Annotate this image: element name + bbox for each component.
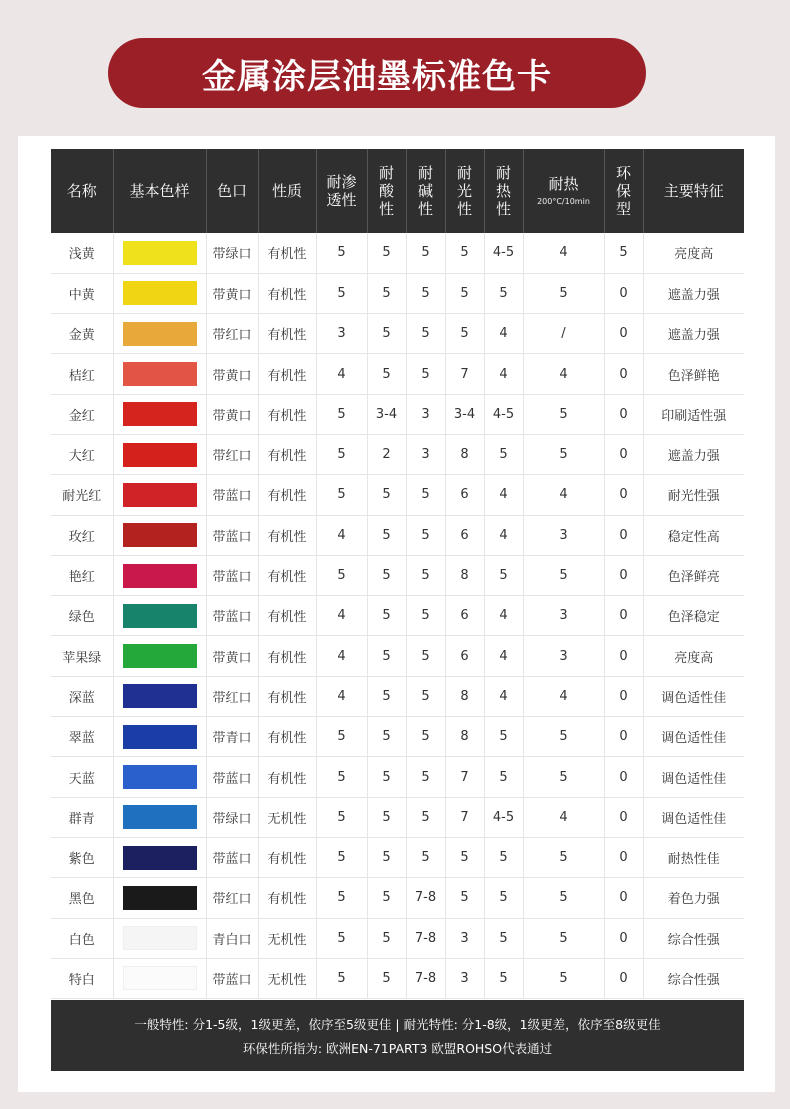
row-heat: 5 [523, 837, 604, 877]
row-eco: 5 [604, 233, 643, 273]
row-light: 8 [445, 434, 484, 474]
color-table [51, 149, 744, 999]
row-nature: 有机性 [258, 475, 316, 515]
row-swatch-cell [113, 676, 206, 716]
header-swatch: 基本色样 [113, 149, 206, 233]
row-light: 3-4 [445, 394, 484, 434]
table-row [51, 837, 744, 877]
row-heat-resist: 5 [484, 837, 523, 877]
table-row [51, 233, 744, 273]
row-alkali: 5 [406, 757, 445, 797]
row-eco: 0 [604, 555, 643, 595]
row-heat-resist: 4 [484, 515, 523, 555]
row-swatch-cell [113, 596, 206, 636]
row-eco: 0 [604, 918, 643, 958]
row-eco: 0 [604, 757, 643, 797]
color-swatch [123, 805, 197, 829]
row-name: 深蓝 [51, 676, 113, 716]
row-alkali: 3 [406, 394, 445, 434]
row-nature: 有机性 [258, 636, 316, 676]
table-row [51, 434, 744, 474]
row-heat-resist: 4 [484, 676, 523, 716]
row-eco: 0 [604, 596, 643, 636]
row-name: 金红 [51, 394, 113, 434]
footer-notes [51, 1000, 744, 1071]
row-feature: 调色适性佳 [643, 717, 744, 757]
row-name: 群青 [51, 797, 113, 837]
row-feature: 色泽稳定 [643, 596, 744, 636]
row-mouth: 带红口 [206, 434, 258, 474]
row-eco: 0 [604, 475, 643, 515]
row-mouth: 带红口 [206, 878, 258, 918]
row-name: 苹果绿 [51, 636, 113, 676]
row-name: 艳红 [51, 555, 113, 595]
table-row [51, 273, 744, 313]
row-alkali: 5 [406, 555, 445, 595]
row-acid: 5 [367, 958, 406, 998]
row-acid: 3-4 [367, 394, 406, 434]
row-penetration: 5 [316, 394, 367, 434]
table-row [51, 354, 744, 394]
row-mouth: 带青口 [206, 717, 258, 757]
row-swatch-cell [113, 757, 206, 797]
row-heat: / [523, 314, 604, 354]
row-light: 7 [445, 354, 484, 394]
row-swatch-cell [113, 434, 206, 474]
row-alkali: 5 [406, 354, 445, 394]
row-heat: 5 [523, 555, 604, 595]
row-mouth: 带绿口 [206, 797, 258, 837]
row-heat-resist: 5 [484, 434, 523, 474]
row-light: 6 [445, 475, 484, 515]
header-heat-sub: 200°C/10min [537, 197, 590, 207]
row-acid: 5 [367, 717, 406, 757]
row-heat-resist: 5 [484, 757, 523, 797]
row-heat-resist: 4 [484, 314, 523, 354]
row-swatch-cell [113, 515, 206, 555]
row-acid: 5 [367, 233, 406, 273]
row-light: 7 [445, 757, 484, 797]
row-name: 翠蓝 [51, 717, 113, 757]
row-nature: 有机性 [258, 757, 316, 797]
row-heat-resist: 5 [484, 918, 523, 958]
color-table-wrapper [51, 149, 744, 1071]
row-feature: 调色适性佳 [643, 757, 744, 797]
row-name: 白色 [51, 918, 113, 958]
page-title [108, 38, 646, 108]
color-swatch [123, 846, 197, 870]
row-acid: 5 [367, 918, 406, 958]
row-swatch-cell [113, 958, 206, 998]
row-feature: 色泽鲜亮 [643, 555, 744, 595]
row-mouth: 带黄口 [206, 354, 258, 394]
row-heat: 5 [523, 918, 604, 958]
row-name: 特白 [51, 958, 113, 998]
header-alkali: 耐 碱 性 [406, 149, 445, 233]
row-mouth: 带绿口 [206, 233, 258, 273]
row-alkali: 7-8 [406, 958, 445, 998]
row-alkali: 5 [406, 717, 445, 757]
row-eco: 0 [604, 717, 643, 757]
row-heat-resist: 4-5 [484, 394, 523, 434]
row-light: 6 [445, 596, 484, 636]
row-light: 5 [445, 837, 484, 877]
row-mouth: 青白口 [206, 918, 258, 958]
row-heat: 3 [523, 515, 604, 555]
row-swatch-cell [113, 233, 206, 273]
row-eco: 0 [604, 314, 643, 354]
row-light: 5 [445, 233, 484, 273]
table-row [51, 797, 744, 837]
color-swatch [123, 886, 197, 910]
row-heat: 5 [523, 878, 604, 918]
table-row [51, 676, 744, 716]
row-swatch-cell [113, 636, 206, 676]
row-eco: 0 [604, 354, 643, 394]
row-penetration: 4 [316, 636, 367, 676]
row-swatch-cell [113, 717, 206, 757]
header-nature: 性质 [258, 149, 316, 233]
table-row [51, 394, 744, 434]
row-feature: 遮盖力强 [643, 273, 744, 313]
row-swatch-cell [113, 273, 206, 313]
row-nature: 无机性 [258, 797, 316, 837]
row-heat: 4 [523, 233, 604, 273]
row-eco: 0 [604, 837, 643, 877]
table-row [51, 596, 744, 636]
row-mouth: 带蓝口 [206, 958, 258, 998]
row-nature: 有机性 [258, 596, 316, 636]
color-swatch [123, 322, 197, 346]
row-eco: 0 [604, 958, 643, 998]
row-swatch-cell [113, 878, 206, 918]
row-swatch-cell [113, 797, 206, 837]
color-swatch [123, 966, 197, 990]
row-light: 5 [445, 878, 484, 918]
row-nature: 无机性 [258, 958, 316, 998]
row-penetration: 5 [316, 878, 367, 918]
row-alkali: 5 [406, 636, 445, 676]
row-name: 桔红 [51, 354, 113, 394]
header-feature: 主要特征 [643, 149, 744, 233]
row-swatch-cell [113, 394, 206, 434]
row-mouth: 带蓝口 [206, 596, 258, 636]
row-feature: 遮盖力强 [643, 434, 744, 474]
row-heat: 5 [523, 394, 604, 434]
color-swatch [123, 402, 197, 426]
row-penetration: 5 [316, 233, 367, 273]
row-swatch-cell [113, 354, 206, 394]
row-name: 绿色 [51, 596, 113, 636]
row-feature: 着色力强 [643, 878, 744, 918]
row-name: 紫色 [51, 837, 113, 877]
footer-line-1: 一般特性: 分1-5级，1级更差，依序至5级更佳 | 耐光特性: 分1-8级，1级更差，依序至8级更佳 [134, 1016, 661, 1032]
row-nature: 无机性 [258, 918, 316, 958]
row-light: 8 [445, 717, 484, 757]
table-body [51, 233, 744, 999]
row-light: 5 [445, 273, 484, 313]
color-swatch [123, 765, 197, 789]
row-alkali: 5 [406, 797, 445, 837]
table-header-row [51, 149, 744, 233]
row-light: 6 [445, 515, 484, 555]
row-light: 8 [445, 555, 484, 595]
row-penetration: 5 [316, 837, 367, 877]
row-heat: 4 [523, 475, 604, 515]
row-mouth: 带黄口 [206, 636, 258, 676]
row-feature: 遮盖力强 [643, 314, 744, 354]
row-acid: 5 [367, 475, 406, 515]
row-heat: 4 [523, 354, 604, 394]
row-feature: 稳定性高 [643, 515, 744, 555]
row-eco: 0 [604, 273, 643, 313]
row-mouth: 带红口 [206, 314, 258, 354]
row-nature: 有机性 [258, 354, 316, 394]
row-light: 3 [445, 958, 484, 998]
row-eco: 0 [604, 515, 643, 555]
row-heat: 3 [523, 596, 604, 636]
row-heat-resist: 4 [484, 596, 523, 636]
row-alkali: 5 [406, 676, 445, 716]
row-eco: 0 [604, 636, 643, 676]
row-eco: 0 [604, 394, 643, 434]
row-heat: 4 [523, 676, 604, 716]
row-nature: 有机性 [258, 837, 316, 877]
row-nature: 有机性 [258, 434, 316, 474]
row-feature: 调色适性佳 [643, 797, 744, 837]
row-feature: 耐光性强 [643, 475, 744, 515]
row-nature: 有机性 [258, 676, 316, 716]
color-swatch [123, 443, 197, 467]
row-penetration: 5 [316, 757, 367, 797]
row-nature: 有机性 [258, 717, 316, 757]
row-heat: 5 [523, 273, 604, 313]
table-row [51, 757, 744, 797]
row-penetration: 5 [316, 918, 367, 958]
row-heat: 3 [523, 636, 604, 676]
header-acid: 耐 酸 性 [367, 149, 406, 233]
row-swatch-cell [113, 475, 206, 515]
row-heat: 5 [523, 757, 604, 797]
row-feature: 调色适性佳 [643, 676, 744, 716]
row-alkali: 5 [406, 273, 445, 313]
row-heat-resist: 4 [484, 354, 523, 394]
table-row [51, 878, 744, 918]
table-row [51, 475, 744, 515]
row-eco: 0 [604, 878, 643, 918]
row-penetration: 5 [316, 434, 367, 474]
row-eco: 0 [604, 676, 643, 716]
row-light: 6 [445, 636, 484, 676]
row-mouth: 带蓝口 [206, 555, 258, 595]
color-swatch [123, 564, 197, 588]
table-row [51, 636, 744, 676]
row-swatch-cell [113, 314, 206, 354]
row-mouth: 带红口 [206, 676, 258, 716]
row-swatch-cell [113, 918, 206, 958]
row-acid: 5 [367, 314, 406, 354]
row-alkali: 5 [406, 515, 445, 555]
color-swatch [123, 725, 197, 749]
header-light: 耐 光 性 [445, 149, 484, 233]
row-nature: 有机性 [258, 314, 316, 354]
row-mouth: 带蓝口 [206, 837, 258, 877]
row-light: 5 [445, 314, 484, 354]
row-alkali: 5 [406, 596, 445, 636]
row-alkali: 3 [406, 434, 445, 474]
row-acid: 5 [367, 354, 406, 394]
row-feature: 亮度高 [643, 233, 744, 273]
row-nature: 有机性 [258, 273, 316, 313]
row-penetration: 4 [316, 354, 367, 394]
row-swatch-cell [113, 555, 206, 595]
row-acid: 5 [367, 878, 406, 918]
row-heat: 5 [523, 717, 604, 757]
row-penetration: 5 [316, 273, 367, 313]
row-acid: 5 [367, 797, 406, 837]
header-heat: 耐热 200°C/10min [523, 149, 604, 233]
row-feature: 综合性强 [643, 918, 744, 958]
row-light: 7 [445, 797, 484, 837]
row-name: 浅黄 [51, 233, 113, 273]
row-mouth: 带黄口 [206, 394, 258, 434]
row-feature: 亮度高 [643, 636, 744, 676]
row-nature: 有机性 [258, 233, 316, 273]
color-swatch [123, 483, 197, 507]
header-name: 名称 [51, 149, 113, 233]
row-heat: 5 [523, 434, 604, 474]
row-heat: 5 [523, 958, 604, 998]
row-name: 黑色 [51, 878, 113, 918]
row-penetration: 5 [316, 475, 367, 515]
header-eco: 环 保 型 [604, 149, 643, 233]
row-feature: 印刷适性强 [643, 394, 744, 434]
row-eco: 0 [604, 797, 643, 837]
header-mouth: 色口 [206, 149, 258, 233]
row-acid: 5 [367, 676, 406, 716]
row-heat: 4 [523, 797, 604, 837]
row-name: 耐光红 [51, 475, 113, 515]
row-name: 天蓝 [51, 757, 113, 797]
row-nature: 有机性 [258, 515, 316, 555]
row-heat-resist: 5 [484, 878, 523, 918]
row-name: 大红 [51, 434, 113, 474]
color-swatch [123, 241, 197, 265]
row-penetration: 4 [316, 676, 367, 716]
header-heat-resist: 耐 热 性 [484, 149, 523, 233]
row-name: 玫红 [51, 515, 113, 555]
row-penetration: 3 [316, 314, 367, 354]
row-mouth: 带蓝口 [206, 475, 258, 515]
row-nature: 有机性 [258, 878, 316, 918]
row-heat-resist: 5 [484, 958, 523, 998]
row-light: 8 [445, 676, 484, 716]
row-mouth: 带蓝口 [206, 515, 258, 555]
color-swatch [123, 523, 197, 547]
row-penetration: 4 [316, 515, 367, 555]
row-light: 3 [445, 918, 484, 958]
row-heat-resist: 4 [484, 636, 523, 676]
row-acid: 2 [367, 434, 406, 474]
row-heat-resist: 4-5 [484, 797, 523, 837]
row-penetration: 5 [316, 555, 367, 595]
row-nature: 有机性 [258, 555, 316, 595]
color-swatch [123, 362, 197, 386]
table-row [51, 555, 744, 595]
row-penetration: 5 [316, 797, 367, 837]
row-swatch-cell [113, 837, 206, 877]
row-alkali: 5 [406, 837, 445, 877]
row-penetration: 5 [316, 717, 367, 757]
color-swatch [123, 684, 197, 708]
row-alkali: 5 [406, 233, 445, 273]
row-acid: 5 [367, 757, 406, 797]
header-penetration: 耐渗 透性 [316, 149, 367, 233]
color-swatch [123, 281, 197, 305]
row-penetration: 4 [316, 596, 367, 636]
row-eco: 0 [604, 434, 643, 474]
row-name: 中黄 [51, 273, 113, 313]
row-heat-resist: 4 [484, 475, 523, 515]
table-row [51, 717, 744, 757]
color-swatch [123, 604, 197, 628]
row-feature: 耐热性佳 [643, 837, 744, 877]
row-mouth: 带蓝口 [206, 757, 258, 797]
row-feature: 色泽鲜艳 [643, 354, 744, 394]
row-alkali: 5 [406, 475, 445, 515]
row-feature: 综合性强 [643, 958, 744, 998]
row-heat-resist: 5 [484, 273, 523, 313]
row-alkali: 5 [406, 314, 445, 354]
row-penetration: 5 [316, 958, 367, 998]
table-row [51, 515, 744, 555]
row-acid: 5 [367, 636, 406, 676]
table-row [51, 958, 744, 998]
table-row [51, 918, 744, 958]
page-title-text: 金属涂层油墨标准色卡 [202, 56, 552, 97]
row-acid: 5 [367, 515, 406, 555]
row-acid: 5 [367, 837, 406, 877]
row-acid: 5 [367, 273, 406, 313]
row-heat-resist: 5 [484, 555, 523, 595]
color-swatch [123, 644, 197, 668]
row-heat-resist: 4-5 [484, 233, 523, 273]
color-swatch [123, 926, 197, 950]
row-heat-resist: 5 [484, 717, 523, 757]
row-acid: 5 [367, 596, 406, 636]
row-alkali: 7-8 [406, 878, 445, 918]
row-name: 金黄 [51, 314, 113, 354]
row-mouth: 带黄口 [206, 273, 258, 313]
row-nature: 有机性 [258, 394, 316, 434]
row-acid: 5 [367, 555, 406, 595]
table-row [51, 314, 744, 354]
footer-line-2: 环保性所指为: 欧洲EN-71PART3 欧盟ROHSO代表通过 [242, 1040, 553, 1056]
row-alkali: 7-8 [406, 918, 445, 958]
